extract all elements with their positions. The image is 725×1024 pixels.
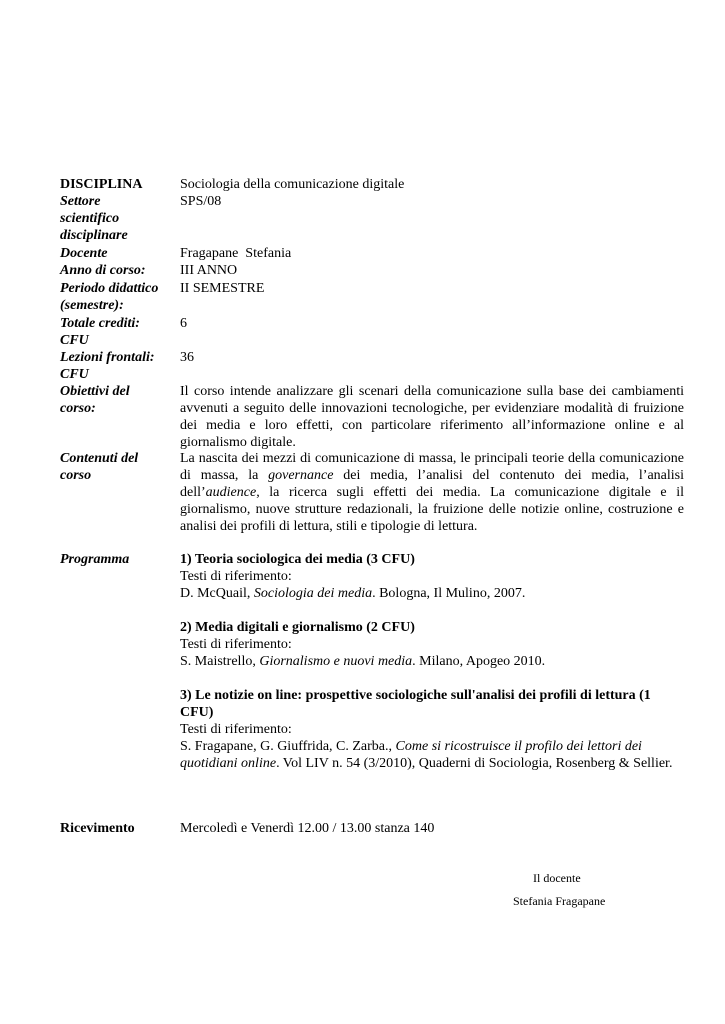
label-docente: Docente (60, 246, 108, 261)
programma-item-3-title: 3) Le notizie on line: prospettive sociologiche sull'analisi dei profili di lettura (1 CFU) (180, 688, 651, 720)
ref-1-author: D. McQuail, (180, 586, 254, 601)
ref-3-author: S. Fragapane, G. Giuffrida, C. Zarba., (180, 739, 396, 754)
label-disciplina: DISCIPLINA (60, 177, 143, 192)
value-docente: Fragapane Stefania (180, 246, 292, 261)
value-contenuti (180, 450, 684, 535)
ref-3-publisher: . Vol LIV n. 54 (3/2010), Quaderni di Sociologia, Rosenberg & Sellier. (276, 756, 673, 771)
ref-1-title: Sociologia dei media (253, 586, 373, 601)
label-ricevimento: Ricevimento (60, 821, 135, 836)
signature-name: Stefania Fragapane (513, 894, 606, 908)
ref-2-title: Giornalismo e nuovi media (259, 654, 413, 669)
programma-item-2-ref (180, 653, 684, 670)
contenuti-audience: audience (205, 485, 257, 500)
value-ricevimento: Mercoledì e Venerdì 12.00 / 13.00 stanza 140 (180, 821, 435, 836)
signature-role: Il docente (533, 871, 581, 885)
label-obiettivi: Obiettivi del corso: (60, 384, 130, 416)
programma-item-3-ref-label: Testi di riferimento: (180, 722, 292, 737)
label-anno: Anno di corso: (60, 263, 146, 278)
contenuti-text-1: La nascita dei mezzi di comunicazione di massa, le principali teorie della comunicazione di massa, la (180, 451, 684, 483)
programma-item-2-title: 2) Media digitali e giornalismo (2 CFU) (180, 620, 415, 635)
label-programma: Programma (60, 552, 130, 567)
label-lezioni: Lezioni frontali: CFU (60, 350, 155, 382)
label-crediti: Totale crediti: CFU (60, 316, 140, 348)
value-lezioni: 36 (180, 350, 194, 365)
value-periodo: II SEMESTRE (180, 281, 265, 296)
value-crediti: 6 (180, 316, 187, 331)
ref-2-publisher: . Milano, Apogeo 2010. (412, 654, 546, 669)
programma-item-3 (180, 687, 684, 772)
programma-item-1-ref-label: Testi di riferimento: (180, 569, 292, 584)
label-contenuti: Contenuti del corso (60, 451, 139, 483)
value-disciplina: Sociologia della comunicazione digitale (180, 177, 405, 192)
programma-item-1-ref (180, 585, 684, 602)
contenuti-governance: governance (268, 468, 334, 483)
ref-3-title: Come si ricostruisce il profilo dei lettori dei quotidiani online (180, 739, 642, 771)
value-settore: SPS/08 (180, 194, 222, 209)
ref-1-publisher: . Bologna, Il Mulino, 2007. (372, 586, 526, 601)
programma-item-1 (180, 551, 684, 602)
programma-item-2-ref-label: Testi di riferimento: (180, 637, 292, 652)
label-settore: Settore scientifico disciplinare (60, 194, 128, 243)
programma-item-3-ref (180, 738, 684, 772)
value-anno: III ANNO (180, 263, 238, 278)
contenuti-text-3: , la ricerca sugli effetti dei media. La comunicazione digitale e il giornalismo, nuove strutture redazionali, la fruizione delle notizie online, costruzione e analisi dei profili di lettura, stili e tipologie di lettura. (180, 485, 684, 534)
label-periodo: Periodo didattico (semestre): (60, 281, 159, 313)
programma-item-2 (180, 619, 684, 670)
contenuti-text-2: dei media, l’analisi del contenuto dei media, l’analisi dell’ (180, 468, 684, 500)
value-obiettivi: Il corso intende analizzare gli scenari della comunicazione sulla base dei cambiamenti avvenuti a seguito delle innovazioni tecnologiche, per evidenziare modalità di fruizione dei media e loro effetti, con particolare riferimento all’informazione online e al giornalismo digitale. (180, 384, 684, 450)
programma-item-1-title: 1) Teoria sociologica dei media (3 CFU) (180, 552, 415, 567)
ref-2-author: S. Maistrello, (180, 654, 260, 669)
programma-list (180, 551, 684, 772)
